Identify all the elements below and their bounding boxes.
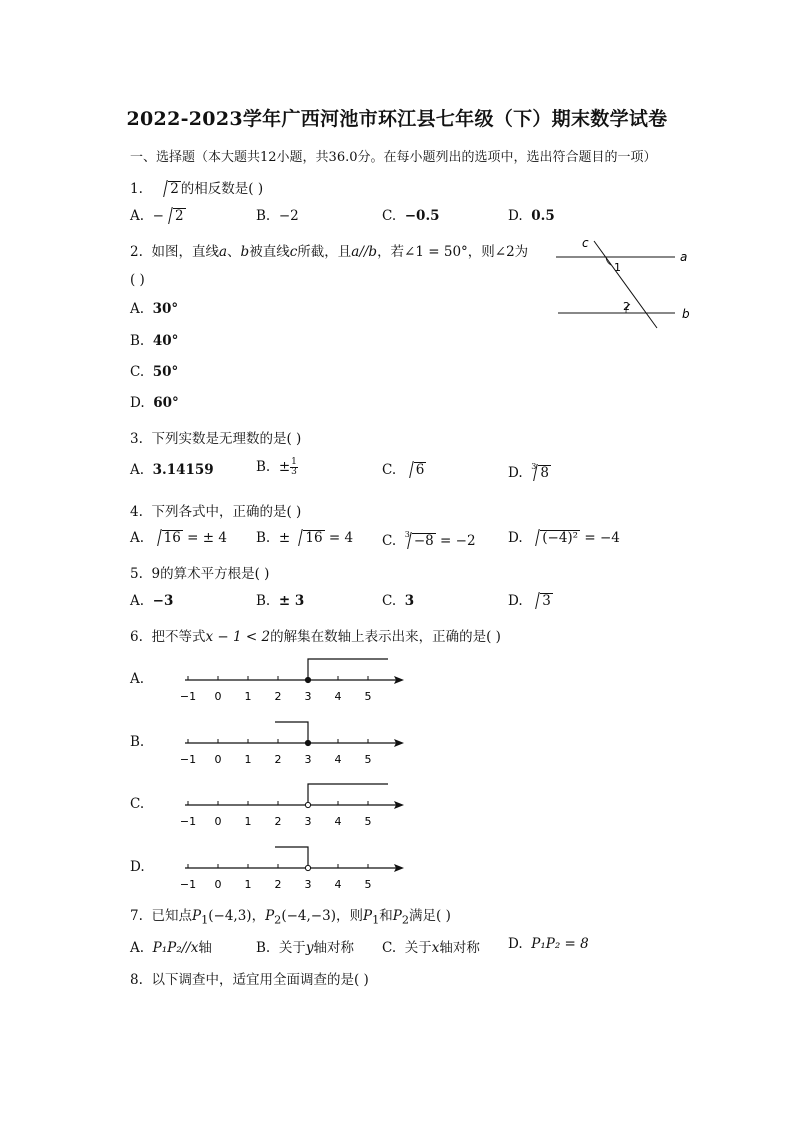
q4-option-b[interactable]: B. ± 16 = 4	[256, 530, 354, 546]
q2-option-b[interactable]: B. 40°	[130, 333, 179, 349]
number-line	[160, 845, 410, 891]
question-7: 7. 已知点$P_1(-4,3)$，$P_2(-4,-3)$，则$P_1$和$P_2$满足( )	[130, 908, 451, 927]
tick-label: 2	[274, 690, 282, 703]
question-3: 3. 下列实数是无理数的是( )	[130, 431, 302, 447]
q3-option-b[interactable]: B. ± $\frac{1}{3}$	[256, 457, 297, 477]
q3-option-a[interactable]: A. 3.14159	[130, 462, 214, 478]
tick-label: −1	[179, 878, 197, 891]
q3-option-d[interactable]: D. $^3$ 8	[508, 462, 549, 481]
tick-label: 5	[364, 815, 372, 828]
q4-option-a[interactable]: A. 16 = ± 4	[130, 530, 227, 546]
question-8: 8. 以下调查中，适宜用全面调查的是( )	[130, 972, 369, 988]
q5-option-a[interactable]: A. −3	[130, 593, 174, 609]
number-line	[160, 657, 410, 703]
page-title: 2022-2023学年广西河池市环江县七年级（下）期末数学试卷	[126, 108, 668, 130]
tick-label: 1	[244, 690, 252, 703]
q1-option-d[interactable]: D. 0.5	[508, 208, 555, 224]
tick-label: 4	[334, 815, 342, 828]
tick-label: −1	[179, 815, 197, 828]
section-label: 一、选择题	[130, 150, 196, 165]
q4-option-c[interactable]: C. $^3$ −8 = −2	[382, 530, 476, 549]
question-number: 1.	[130, 181, 143, 197]
option-label: D.	[130, 859, 145, 875]
q1-option-a[interactable]: A. − 2	[130, 208, 184, 224]
question-2: 2. 如图，直线a、b被直线c所截，且a//b，若∠1 = 50°，则∠2为	[130, 244, 529, 260]
q7-option-a[interactable]: A. P₁P₂//x轴	[130, 940, 212, 956]
tick-label: −1	[179, 753, 197, 766]
line-c	[594, 241, 657, 328]
parallel-lines-figure	[550, 234, 700, 332]
tick-label: 5	[364, 753, 372, 766]
tick-label: 2	[274, 878, 282, 891]
solid-point	[305, 740, 310, 745]
tick-label: 4	[334, 753, 342, 766]
tick-label: −1	[179, 690, 197, 703]
q1-option-c[interactable]: C. −0.5	[382, 208, 440, 224]
tick-label: 0	[214, 815, 222, 828]
tick-label: 0	[214, 878, 222, 891]
q7-option-b[interactable]: B. 关于y轴对称	[256, 940, 354, 956]
q2-paren: ( )	[130, 272, 145, 288]
solution-ray	[275, 847, 308, 868]
label-b: b	[682, 307, 690, 321]
tick-label: 4	[334, 690, 342, 703]
q2-option-c[interactable]: C. 50°	[130, 364, 179, 380]
option-label: A.	[130, 671, 145, 687]
tick-label: 3	[304, 878, 312, 891]
tick-label: 5	[364, 690, 372, 703]
solution-ray	[308, 784, 388, 805]
q5-option-d[interactable]: D. 3	[508, 593, 551, 609]
tick-label: 3	[304, 753, 312, 766]
tick-label: 2	[274, 815, 282, 828]
question-5: 5. 9的算术平方根是( )	[130, 566, 270, 582]
q5-option-b[interactable]: B. ± 3	[256, 593, 305, 609]
tick-label: 4	[334, 878, 342, 891]
q7-option-d[interactable]: D. P₁P₂ = 8	[508, 936, 589, 952]
label-angle-2: 2	[623, 300, 630, 313]
number-line	[160, 782, 410, 828]
tick-label: 5	[364, 878, 372, 891]
question-4: 4. 下列各式中，正确的是( )	[130, 504, 302, 520]
sqrt-symbol: 2	[159, 181, 181, 198]
label-angle-1: 1	[614, 261, 621, 274]
q2-option-a[interactable]: A. 30°	[130, 301, 179, 317]
label-c: c	[582, 236, 589, 250]
option-label: B.	[130, 734, 145, 750]
option-label: C.	[130, 796, 145, 812]
tick-label: 1	[244, 815, 252, 828]
solution-ray	[308, 659, 388, 680]
tick-label: 1	[244, 753, 252, 766]
section-note: （本大题共12小题，共36.0分。在每小题列出的选项中，选出符合题目的一项）	[195, 150, 657, 165]
hollow-point	[305, 865, 310, 870]
question-text: 的相反数是( )	[180, 181, 264, 197]
q4-option-d[interactable]: D. (−4)² = −4	[508, 530, 620, 546]
tick-label: 3	[304, 815, 312, 828]
tick-label: 0	[214, 690, 222, 703]
q7-option-c[interactable]: C. 关于x轴对称	[382, 940, 480, 956]
tick-label: 0	[214, 753, 222, 766]
tick-label: 1	[244, 878, 252, 891]
solid-point	[305, 677, 310, 682]
q3-option-c[interactable]: C. 6	[382, 462, 425, 478]
q5-option-c[interactable]: C. 3	[382, 593, 415, 609]
solution-ray	[275, 722, 308, 743]
number-line	[160, 720, 410, 766]
section-heading	[130, 146, 657, 165]
label-a: a	[680, 250, 688, 264]
q1-option-b[interactable]: B. −2	[256, 208, 299, 224]
hollow-point	[305, 802, 310, 807]
tick-label: 2	[274, 753, 282, 766]
tick-label: 3	[304, 690, 312, 703]
question-1	[130, 177, 263, 198]
question-6: 6. 把不等式x − 1 < 2的解集在数轴上表示出来，正确的是( )	[130, 629, 501, 645]
q2-option-d[interactable]: D. 60°	[130, 395, 179, 411]
